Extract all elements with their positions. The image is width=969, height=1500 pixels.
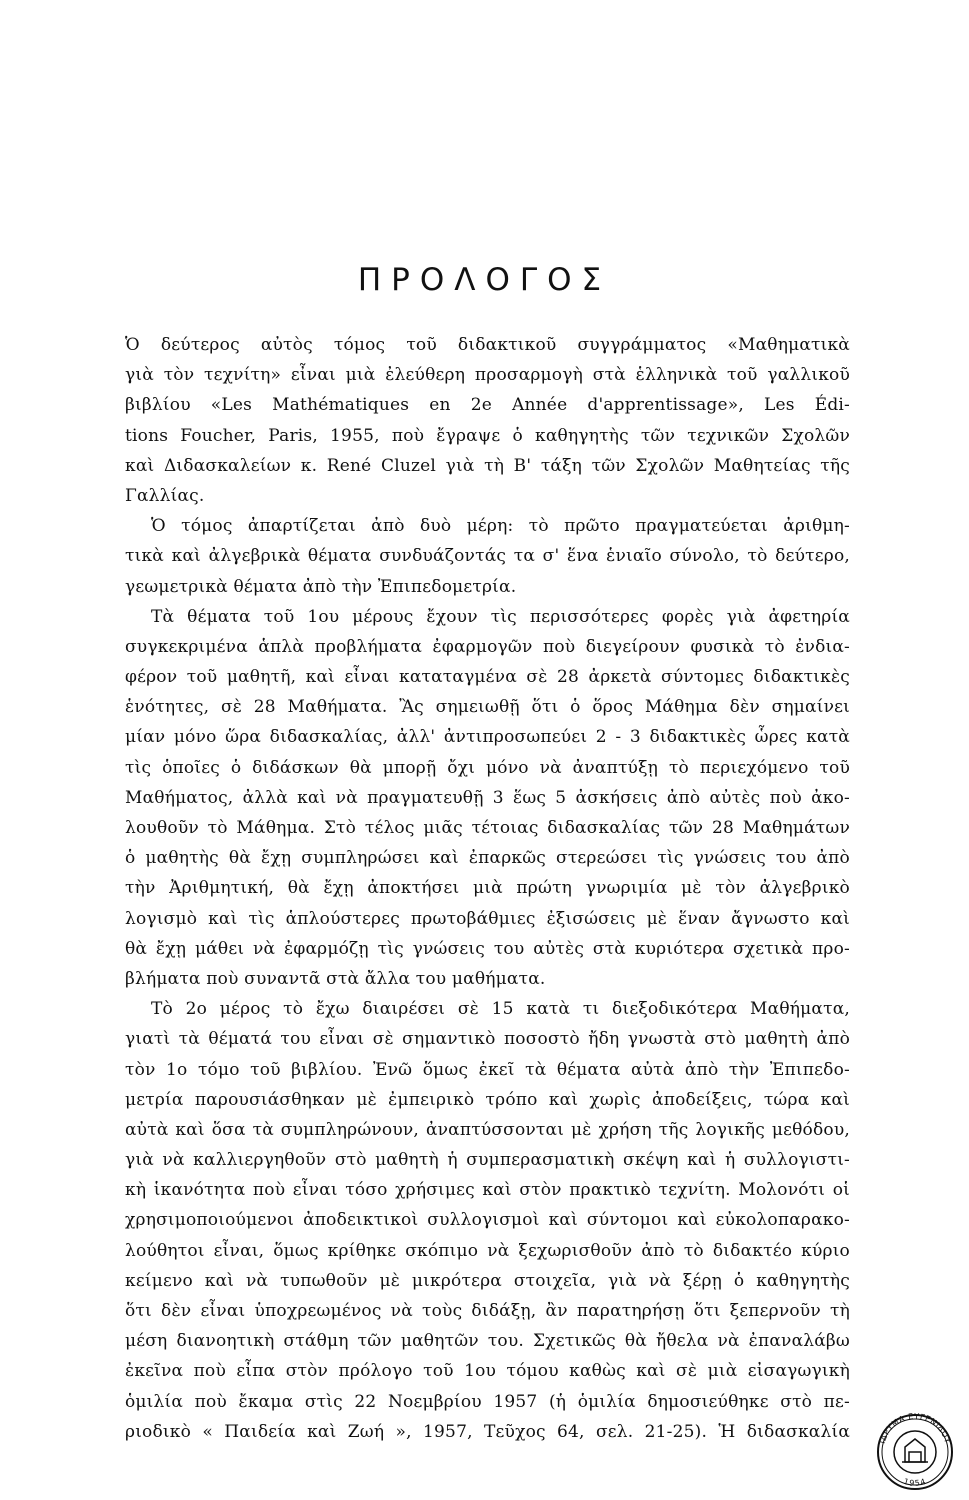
text-line: γιὰ νὰ καλλιεργηθοῦν στὸ μαθητὴ ἡ συμπερασματικὴ σκέψη καὶ ἡ συλλογιστι-: [125, 1150, 850, 1171]
seal-top-text: ΙΔΡΥΜΑ ΕΥΓΕΝΙΔΟΥ: [877, 1411, 953, 1445]
body-text: [125, 330, 850, 1447]
text-line: μέση διανοητικὴ στάθμη τῶν μαθητῶν του. Σχετικῶς θὰ ἤθελα νὰ ἐπαναλάβω: [125, 1331, 850, 1352]
text-line: λογισμὸ καὶ τὶς ἁπλούστερες πρωτοβάθμιες ἐξισώσεις μὲ ἕναν ἄγνωστο καὶ: [125, 908, 850, 929]
text-line: τὴν Ἀριθμητική, θὰ ἔχῃ ἀποκτήσει μιὰ πρώτη γνωριμία μὲ τὸν ἀλγεβρικὸ: [125, 878, 850, 899]
text-line: συγκεκριμένα ἁπλὰ προβλήματα ἐφαρμογῶν ποὺ διεγείρουν φυσικὰ τὸ ἐνδια-: [125, 636, 850, 657]
text-line: ὁμιλία ποὺ ἔκαμα στὶς 22 Νοεμβρίου 1957 (ἡ ὁμιλία δημοσιεύθηκε στὸ πε-: [125, 1391, 850, 1412]
text-line: τικὰ καὶ ἀλγεβρικὰ θέματα συνδυάζοντάς τα σ' ἕνα ἑνιαῖο σύνολο, τὸ δεύτερο,: [125, 546, 850, 567]
text-line: βιβλίου «Les Mathématiques en 2e Année d'apprentissage», Les Édi-: [125, 395, 850, 416]
seal-icon: [872, 1400, 958, 1492]
text-line: καὶ Διδασκαλείων κ. René Cluzel γιὰ τὴ Β' τάξη τῶν Σχολῶν Μαθητείας τῆς: [125, 455, 850, 476]
text-line: ἑνότητες, σὲ 28 Μαθήματα. Ἂς σημειωθῇ ὅτι ὁ ὅρος Μάθημα δὲν σημαίνει: [125, 697, 850, 718]
text-line: κὴ ἱκανότητα ποὺ εἶναι τόσο χρήσιμες καὶ στὸν πρακτικὸ τεχνίτη. Μολονότι οἱ: [125, 1180, 850, 1201]
page-title: ΠΡΟΛΟΓΟΣ: [357, 262, 612, 298]
text-line: ὅτι δὲν εἶναι ὑποχρεωμένος νὰ τοὺς διδάξῃ, ἂν παρατηρήσῃ ὅτι ξεπερνοῦν τὴ: [125, 1301, 850, 1321]
text-line: Μαθήματος, ἀλλὰ καὶ νὰ πραγματευθῇ 3 ἕως 5 ἀσκήσεις ἀπὸ αὐτὲς ποὺ ἀκο-: [125, 787, 850, 808]
text-line: Ὁ δεύτερος αὐτὸς τόμος τοῦ διδακτικοῦ συγγράμματος «Μαθηματικὰ: [125, 335, 850, 355]
text-line: γιὰ τὸν τεχνίτη» εἶναι μιὰ ἐλεύθερη προσαρμογὴ στὰ ἑλληνικὰ τοῦ γαλλικοῦ: [125, 365, 850, 386]
text-line: μίαν μόνο ὥρα διδασκαλίας, ἀλλ' ἀντιπροσωπεύει 2 - 3 διδακτικὲς ὧρες κατὰ: [125, 727, 850, 748]
svg-text:1954: [902, 1477, 927, 1488]
text-line: βλήματα ποὺ συναντᾶ στὰ ἄλλα του μαθήματα.: [125, 968, 546, 989]
text-line: ὁ μαθητὴς θὰ ἔχῃ συμπληρώσει καὶ ἐπαρκῶς στερεώσει τὶς γνώσεις του ἀπὸ: [125, 848, 850, 869]
text-line: αὐτὰ καὶ ὅσα τὰ συμπληρώνουν, ἀναπτύσσονται μὲ χρήση τῆς λογικῆς μεθόδου,: [125, 1119, 850, 1140]
text-line: γεωμετρικὰ θέματα ἀπὸ τὴν Ἐπιπεδομετρία.: [125, 576, 517, 597]
text-line: λούθητοι εἶναι, ὅμως κρίθηκε σκόπιμο νὰ ξεχωρισθοῦν ἀπὸ τὸ διδακτέο κύριο: [125, 1240, 850, 1261]
text-line: ἐκεῖνα ποὺ εἶπα στὸν πρόλογο τοῦ 1ου τόμου καθὼς καὶ σὲ μιὰ εἰσαγωγικὴ: [125, 1361, 850, 1382]
text-line: χρησιμοποιούμενοι ἀποδεικτικοὶ συλλογισμοὶ καὶ σύντομοι καὶ εὐκολοπαρακο-: [125, 1210, 850, 1231]
text-line: μετρία παρουσιάσθηκαν μὲ ἐμπειρικὸ τρόπο καὶ χωρὶς ἀποδείξεις, τώρα καὶ: [125, 1089, 850, 1110]
text-line: κείμενο καὶ νὰ τυπωθοῦν μὲ μικρότερα στοιχεῖα, γιὰ νὰ ξέρῃ ὁ καθηγητὴς: [125, 1270, 850, 1291]
text-line: Τὸ 2ο μέρος τὸ ἔχω διαιρέσει σὲ 15 κατὰ τι διεξοδικότερα Μαθήματα,: [151, 999, 850, 1020]
text-line: λουθοῦν τὸ Μάθημα. Στὸ τέλος μιᾶς τέτοιας διδασκαλίας τῶν 28 Μαθημάτων: [125, 818, 850, 838]
seal-year-text: 1954: [902, 1476, 928, 1488]
text-line: Ὁ τόμος ἀπαρτίζεται ἀπὸ δυὸ μέρη: τὸ πρῶτο πραγματεύεται ἀριθμη-: [151, 516, 850, 537]
text-line: tions Foucher, Paris, 1955, ποὺ ἔγραψε ὁ καθηγητὴς τῶν τεχνικῶν Σχολῶν: [125, 425, 850, 446]
text-line: θὰ ἔχῃ μάθει νὰ ἐφαρμόζῃ τὶς γνώσεις του αὐτὲς στὰ κυριότερα σχετικὰ προ-: [125, 938, 850, 959]
text-line: ριοδικὸ « Παιδεία καὶ Ζωή », 1957, Τεῦχος 64, σελ. 21-25). Ἡ διδασκαλία: [125, 1421, 850, 1442]
text-line: γιατὶ τὰ θέματά του εἶναι σὲ σημαντικὸ ποσοστὸ ἤδη γνωστὰ στὸ μαθητὴ ἀπὸ: [125, 1029, 850, 1050]
text-line: Τὰ θέματα τοῦ 1ου μέρους ἔχουν τὶς περισσότερες φορὲς γιὰ ἀφετηρία: [151, 606, 850, 627]
text-line: φέρον τοῦ μαθητῆ, καὶ εἶναι καταταγμένα σὲ 28 ἀρκετὰ σύντομες διδακτικὲς: [125, 667, 850, 688]
text-line: τὸν 1ο τόμο τοῦ βιβλίου. Ἐνῶ ὅμως ἐκεῖ τὰ θέματα αὐτὰ ἀπὸ τὴν Ἐπιπεδο-: [125, 1059, 850, 1080]
foundation-stamp: [872, 1400, 958, 1492]
text-line: τὶς ὁποῖες ὁ διδάσκων θὰ μπορῇ ὄχι μόνο νὰ ἀναπτύξῃ τὸ περιεχόμενο τοῦ: [125, 757, 850, 778]
text-line: Γαλλίας.: [125, 485, 205, 506]
